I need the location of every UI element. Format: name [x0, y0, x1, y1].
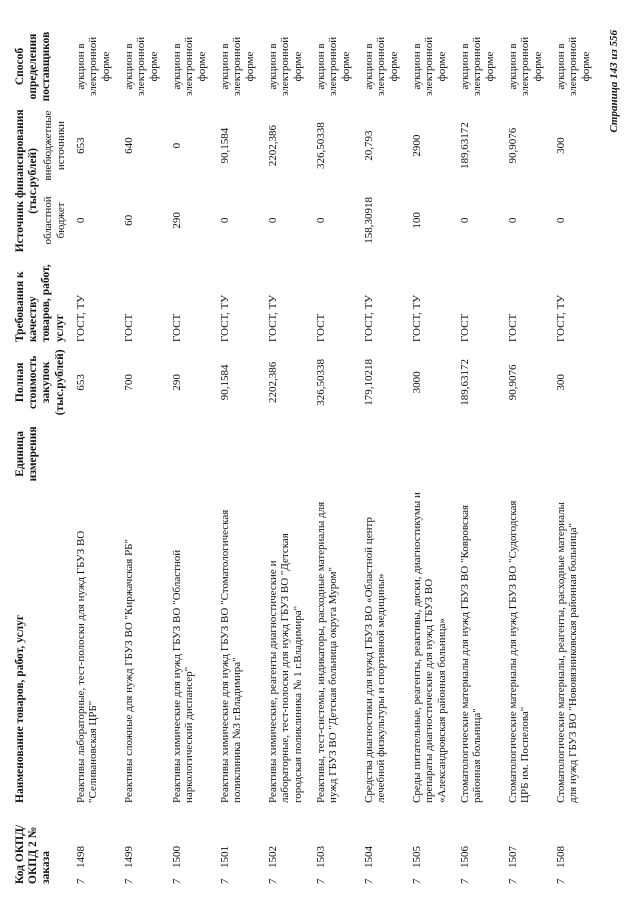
header-code: Код ОКПД/ ОКПД 2 № заказа: [14, 824, 53, 884]
item-name: Стоматологические материалы, реагенты, расходные материалы для нужд ГБУЗ ВО "Нововязниковская районная больница": [554, 502, 580, 803]
item-order-number: 1498: [74, 846, 87, 868]
item-code: 7: [314, 878, 327, 884]
item-cost: 653: [74, 374, 87, 391]
item-code-cell: [358, 806, 406, 887]
header-unit: Единица измерения: [14, 426, 40, 482]
item-source-extra: 90,9076: [506, 127, 519, 164]
item-cost: 700: [122, 374, 135, 391]
item-unit: [214, 420, 262, 489]
item-source-budget: 290: [170, 212, 183, 229]
item-cost: 290: [170, 374, 183, 391]
table-row: [502, 27, 550, 887]
item-source-extra: 90,1584: [218, 127, 231, 164]
table-row: [70, 27, 118, 887]
item-order-number: 1500: [170, 846, 183, 868]
item-code-cell: [550, 806, 598, 887]
item-requirements: ГОСТ: [458, 313, 471, 343]
header-cost: Полная стоимость закупок (тыс.рублей): [14, 349, 66, 416]
table-row: [550, 27, 598, 887]
item-name: Реактивы лабораторные, тест-полоски для нужд ГБУЗ ВО "Селивановская ЦРБ": [74, 530, 100, 803]
item-requirements: ГОСТ, ТУ: [218, 294, 231, 343]
item-unit: [358, 420, 406, 489]
item-source-budget: 0: [266, 217, 279, 224]
item-order-number: 1508: [554, 846, 567, 868]
item-method: аукцион в электронной форме: [218, 36, 256, 97]
table-body: [70, 27, 598, 887]
item-unit: [166, 420, 214, 489]
item-name: Реактивы, тест-системы, индикаторы, расходные материалы для нужд ГБУЗ ВО "Детская больница округа Муром": [314, 501, 340, 803]
table-row: [310, 27, 358, 887]
procurement-table: [12, 27, 598, 887]
item-code-cell: [502, 806, 550, 887]
item-name: Реактивы химические для нужд ГБУЗ ВО "Стоматологическая поликлиника №3 г.Владимира": [218, 509, 244, 803]
item-name: Стоматологические материалы для нужд ГБУЗ ВО "Судогодская ЦРБ им. Поспелова": [506, 500, 532, 803]
item-code-cell: [70, 806, 118, 887]
item-order-number: 1504: [362, 846, 375, 868]
item-requirements: ГОСТ: [506, 313, 519, 343]
item-method: аукцион в электронной форме: [410, 36, 448, 97]
item-name: Стоматологические материалы для нужд ГБУЗ ВО "Ковровская районная больница": [458, 504, 484, 803]
item-unit: [550, 420, 598, 489]
item-code: 7: [170, 878, 183, 884]
item-code: 7: [506, 878, 519, 884]
item-code-cell: [118, 806, 166, 887]
header-source: Источник финансирования (тыс.рублей): [14, 109, 40, 253]
item-cost: 2202,386: [266, 361, 279, 403]
item-order-number: 1502: [266, 846, 279, 868]
item-source-extra: 653: [74, 137, 87, 154]
item-unit: [70, 420, 118, 489]
item-order-number: 1507: [506, 846, 519, 868]
item-cost: 300: [554, 374, 567, 391]
item-requirements: ГОСТ: [314, 313, 327, 343]
item-source-budget: 100: [410, 212, 423, 229]
item-source-budget: 60: [122, 214, 135, 226]
item-code-cell: [406, 806, 454, 887]
item-code: 7: [458, 878, 471, 884]
item-requirements: ГОСТ, ТУ: [74, 294, 87, 343]
item-source-budget: 0: [314, 217, 327, 224]
item-code: 7: [554, 878, 567, 884]
item-name: Реактивы химические для нужд ГБУЗ ВО "Областной наркологический диспансер": [170, 549, 196, 803]
item-code: 7: [74, 878, 87, 884]
item-source-extra: 326,50338: [314, 122, 327, 169]
item-cost: 90,1584: [218, 364, 231, 401]
item-unit: [310, 420, 358, 489]
item-requirements: ГОСТ, ТУ: [410, 294, 423, 343]
item-code-cell: [166, 806, 214, 887]
item-requirements: ГОСТ, ТУ: [362, 294, 375, 343]
item-method: аукцион в электронной форме: [74, 36, 112, 97]
item-order-number: 1505: [410, 846, 423, 868]
item-name: Средства диагностики для нужд ГБУЗ ВО «Областной центр лечебной физкультуры и спортивной медицины»: [362, 517, 388, 803]
item-unit: [262, 420, 310, 489]
item-code-cell: [214, 806, 262, 887]
item-order-number: 1499: [122, 846, 135, 868]
item-source-extra: 20,793: [362, 130, 375, 161]
item-method: аукцион в электронной форме: [506, 36, 544, 97]
header-source-budget: областной бюджет: [42, 196, 68, 245]
item-source-budget: 0: [458, 217, 471, 224]
item-cost: 3000: [410, 371, 423, 394]
item-requirements: ГОСТ, ТУ: [266, 294, 279, 343]
item-code: 7: [410, 878, 423, 884]
table-row: [454, 27, 502, 887]
item-code-cell: [454, 806, 502, 887]
item-requirements: ГОСТ, ТУ: [554, 294, 567, 343]
item-code-cell: [262, 806, 310, 887]
item-source-extra: 189,63172: [458, 122, 471, 169]
item-method: аукцион в электронной форме: [122, 36, 160, 97]
item-source-extra: 640: [122, 137, 135, 154]
header-name: Наименование товаров, работ, услуг: [14, 614, 26, 803]
item-cost: 179,10218: [362, 358, 375, 406]
item-source-budget: 0: [74, 217, 87, 224]
item-method: аукцион в электронной форме: [554, 36, 592, 97]
table-row: [118, 27, 166, 887]
item-method: аукцион в электронной форме: [458, 36, 496, 97]
header-method: Способ определения поставщиков: [14, 31, 53, 102]
table-row: [406, 27, 454, 887]
item-code: 7: [218, 878, 231, 884]
item-code: 7: [362, 878, 375, 884]
item-cost: 90,9076: [506, 364, 519, 401]
header-requirements: Требования к качеству товаров, работ, услуг: [14, 264, 66, 343]
table-row: [358, 27, 406, 887]
table-row: [214, 27, 262, 887]
item-unit: [406, 420, 454, 489]
item-code-cell: [310, 806, 358, 887]
item-method: аукцион в электронной форме: [314, 36, 352, 97]
item-source-budget: 0: [506, 217, 519, 224]
item-name: Среды питательные, реагенты, реактивы, диски, диагностикумы и препараты диагностические для нужд ГБУЗ ВО «Александровская районная больница»: [410, 492, 448, 803]
item-requirements: ГОСТ: [170, 313, 183, 343]
item-requirements: ГОСТ: [122, 313, 135, 343]
item-source-budget: 0: [554, 217, 567, 224]
item-code: 7: [122, 878, 135, 884]
item-code: 7: [266, 878, 279, 884]
item-method: аукцион в электронной форме: [266, 36, 304, 97]
item-name: Реактивы сложные для нужд ГБУЗ ВО "Киржачская РБ": [122, 539, 135, 803]
item-source-extra: 2202,386: [266, 124, 279, 167]
item-order-number: 1501: [218, 846, 231, 868]
item-unit: [454, 420, 502, 489]
item-unit: [502, 420, 550, 489]
table-row: [166, 27, 214, 887]
item-order-number: 1503: [314, 846, 327, 868]
item-cost: 326,50338: [314, 358, 327, 406]
page-number: Страница 143 из 556: [608, 30, 620, 133]
item-unit: [118, 420, 166, 489]
item-cost: 189,63172: [458, 358, 471, 406]
header-source-extra: внебюджетные источники: [42, 110, 68, 181]
item-name: Реактивы химические, реагенты диагностические и лабораторные, тест-полоски для нужд ГБУЗ ВО "Детская городская поликлиника № 1 г.Владимира": [266, 533, 304, 803]
item-source-extra: 0: [170, 142, 183, 149]
item-method: аукцион в электронной форме: [170, 36, 208, 97]
table-header-row: [12, 27, 42, 887]
item-order-number: 1506: [458, 846, 471, 868]
table-row: [262, 27, 310, 887]
item-source-extra: 2900: [410, 134, 423, 157]
item-source-budget: 0: [218, 217, 231, 224]
item-source-budget: 158,30918: [362, 197, 375, 244]
item-method: аукцион в электронной форме: [362, 36, 400, 97]
item-source-extra: 300: [554, 137, 567, 154]
